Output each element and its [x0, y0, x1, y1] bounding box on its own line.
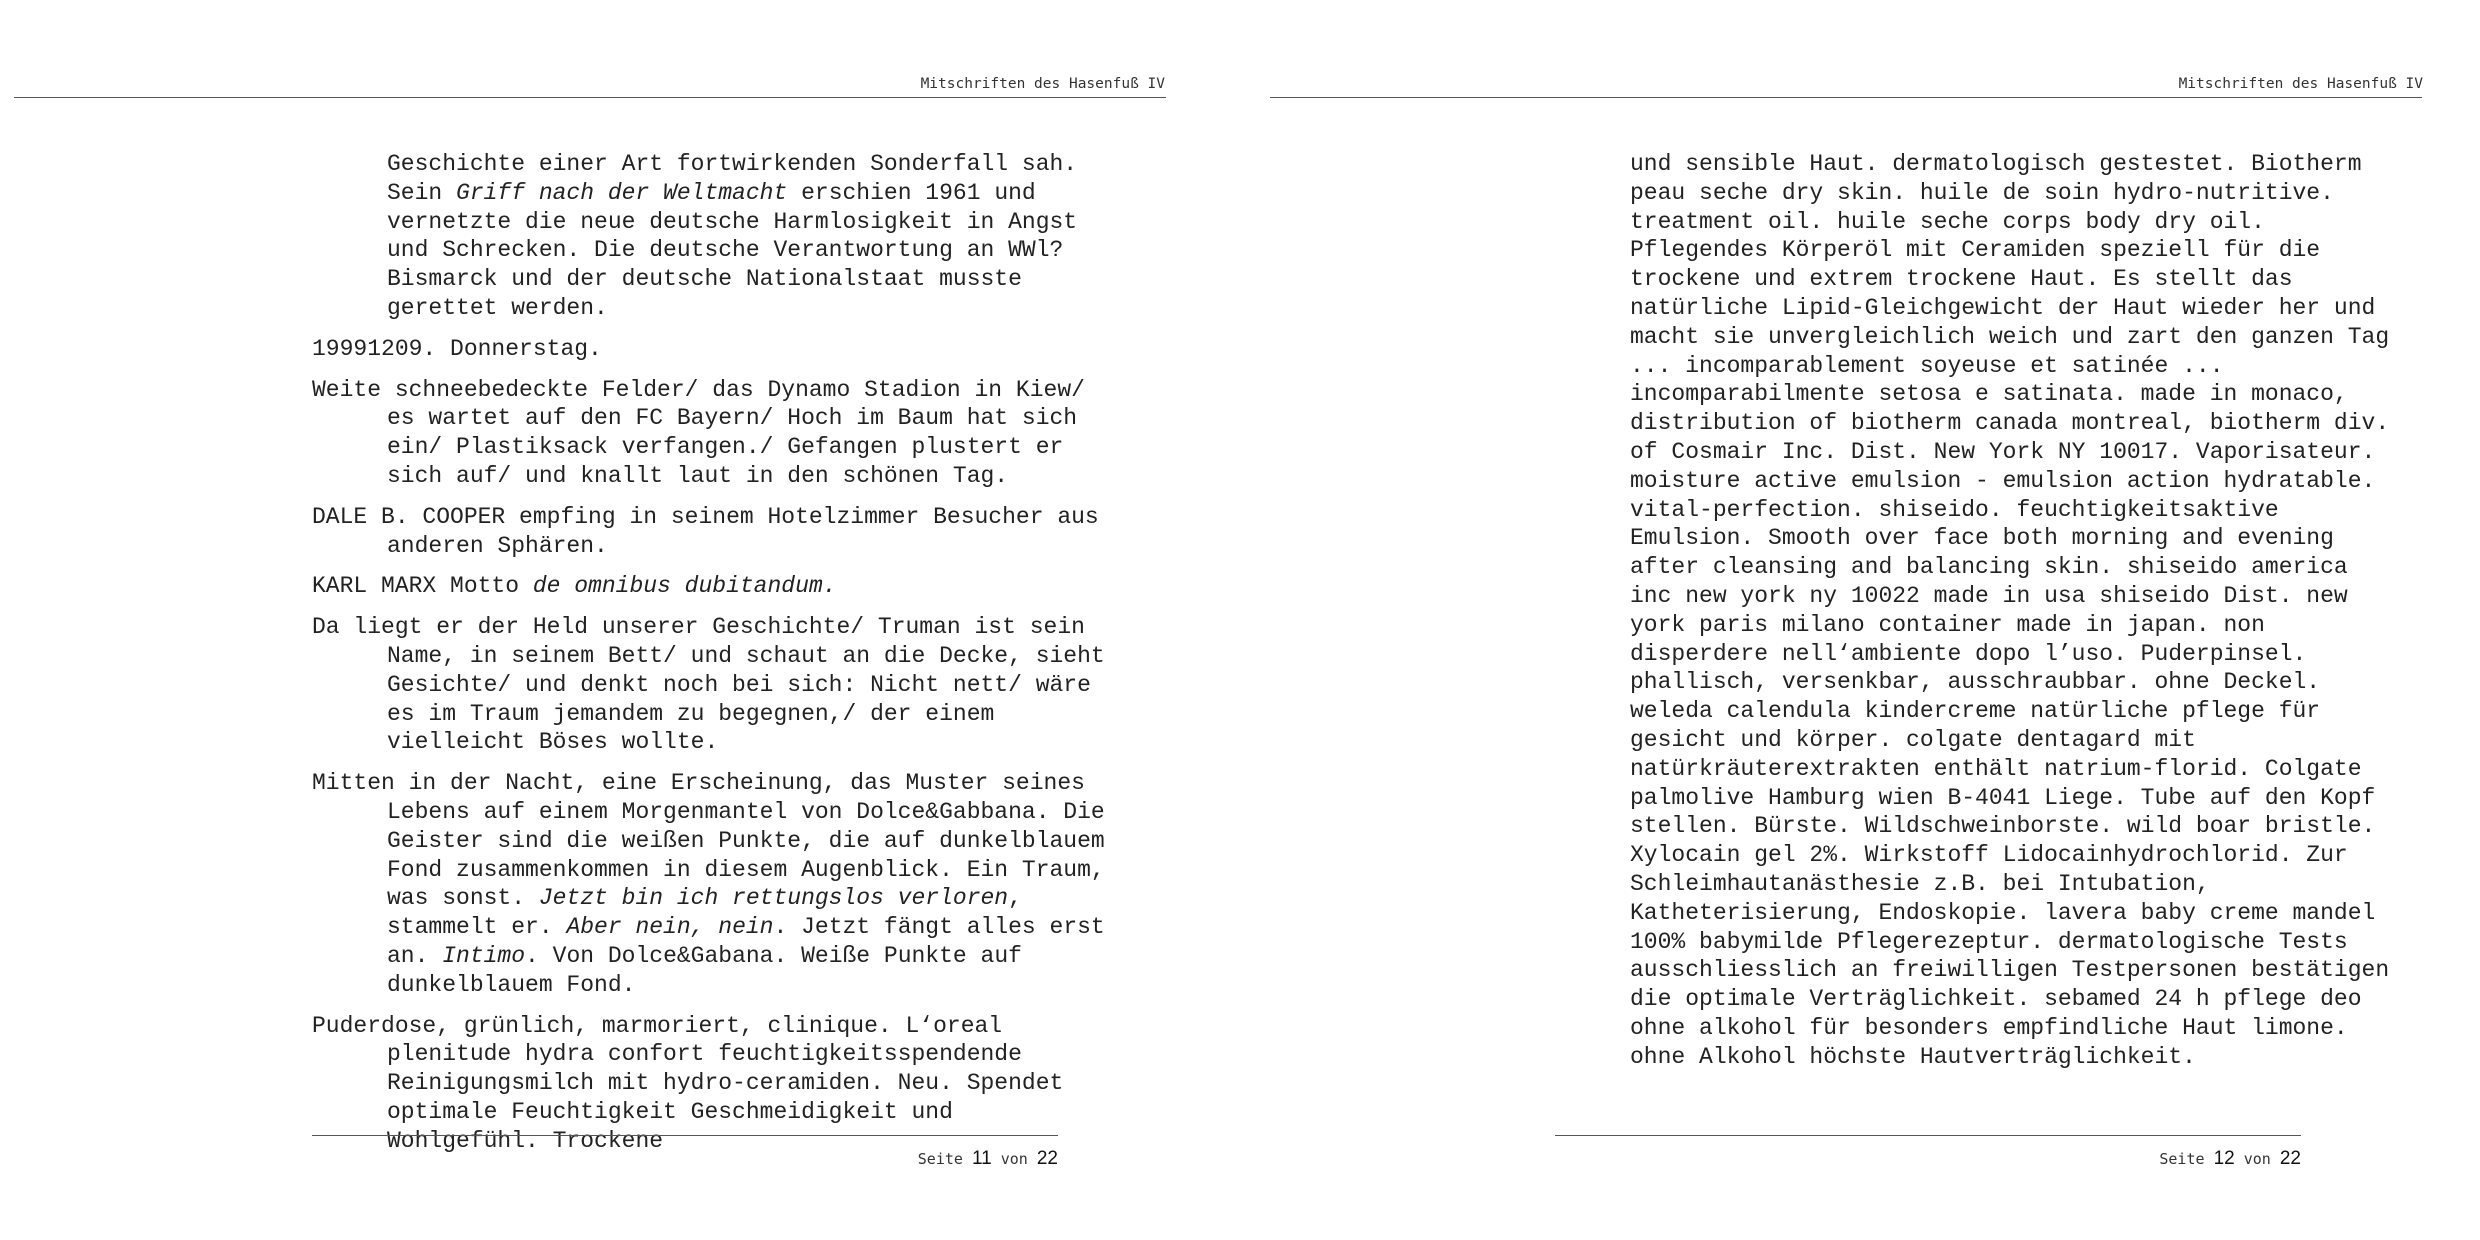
- text-run: 19991209. Donnerstag.: [312, 335, 602, 362]
- text-run: Puderdose, grünlich, marmoriert, clinique. L‘oreal plenitude hydra confort feuchtigkeitsspendende Reinigungsmilch mit hydro-ceramiden. Neu. Spendet optimale Feuchtigkeit Geschmeidigkeit und Wohlgefühl. Trockene: [312, 1012, 1064, 1154]
- footer-rule: [312, 1135, 1058, 1136]
- paragraph: [312, 769, 1112, 999]
- italic-text: Griff nach der Weltmacht: [456, 179, 788, 206]
- running-header: Mitschriften des Hasenfuß IV: [920, 76, 1165, 92]
- text-run: Da liegt er der Held unserer Geschichte/ Truman ist sein Name, in seinem Bett/ und schaut an die Decke, sieht Gesichte/ und denkt noch bei sich: Nicht nett/ wäre es im Traum jemandem zu begegnen,/ der einem vielleicht Böses wollte.: [312, 614, 1105, 756]
- text-run: , stammelt er.: [387, 885, 1022, 941]
- running-header: Mitschriften des Hasenfuß IV: [2178, 76, 2423, 92]
- paragraph: [312, 1012, 1112, 1156]
- text-run: Geschichte einer Art fortwirkenden Sonderfall sah. Sein: [387, 151, 1078, 206]
- text-run: erschien 1961 und vernetzte die neue deutsche Harmlosigkeit in Angst und Schrecken. Die deutsche Verantwortung an WWl? Bismarck und der deutsche Nationalstaat musste gerettet werden.: [387, 179, 1078, 321]
- paragraph-list: [312, 335, 1112, 1156]
- paragraph: [312, 503, 1112, 561]
- continuation-paragraph: [312, 150, 1112, 323]
- italic-text: Jetzt bin ich rettungslos verloren: [538, 885, 1009, 912]
- paragraph: [312, 613, 1112, 757]
- right-paragraph: und sensible Haut. dermatologisch gestestet. Biotherm peau seche dry skin. huile de soin hydro-nutritive. treatment oil. huile seche corps body dry oil. Pflegendes Körperöl mit Ceramiden speziell für die trockene und extrem trockene Haut. Es stellt das natürliche Lipid-Gleichgewicht der Haut wieder her und macht sie unvergleichlich weich und zart den ganzen Tag ... incomparablement soyeuse et satinée ... incomparabilmente setosa e satinata. made in monaco, distribution of biotherm canada montreal, biotherm div. of Cosmair Inc. Dist. New York NY 10017. Vaporisateur. moisture active emulsion - emulsion action hydratable. vital-perfection. shiseido. feuchtigkeitsaktive Emulsion. Smooth over face both morning and evening after cleansing and balancing skin. shiseido america inc new york ny 10022 made in usa shiseido Dist. new york paris milano container made in japan. non disperdere nell‘ambiente dopo l’uso. Puderpinsel. phallisch, versenkbar, ausschraubbar. ohne Deckel. weleda calendula kindercreme natürliche pflege für gesicht und körper. colgate dentagard mit natürkräuterextrakten enthält natrium-florid. Colgate palmolive Hamburg wien B-4041 Liege. Tube auf den Kopf stellen. Bürste. Wildschweinborste. wild boar bristle. Xylocain gel 2%. Wirkstoff Lidocainhydrochlorid. Zur Schleimhautanästhesie z.B. bei Intubation, Katheterisierung, Endoskopie. lavera baby creme mandel 100% babymilde Pflegerezeptur. dermatologische Tests ausschliesslich an freiwilligen Testpersonen bestätigen die optimale Verträglichkeit. sebamed 24 h pflege deo ohne alkohol für besonders empfindliche Haut limone. ohne Alkohol höchste Hautverträglichkeit.: [1630, 151, 2390, 1070]
- footer-page-total: 22: [2279, 1148, 2301, 1169]
- footer-von: von: [2243, 1150, 2271, 1168]
- text-run: . Von Dolce&Gabana. Weiße Punkte auf dunkelblauem Fond.: [387, 942, 1022, 998]
- text-run: DALE B. COOPER empfing in seinem Hotelzimmer Besucher aus anderen Sphären.: [312, 503, 1099, 559]
- italic-text: Aber nein, nein: [566, 914, 774, 941]
- footer-rule: [1555, 1135, 2301, 1136]
- footer-seite: Seite: [2159, 1150, 2205, 1168]
- italic-text: de omnibus dubitandum.: [532, 573, 837, 600]
- text-run: Mitten in der Nacht, eine Erscheinung, das Muster seines Lebens auf einem Morgenmantel von Dolce&Gabbana. Die Geister sind die weißen Punkte, die auf dunkelblauem Fond zusammenkommen in diesem Augenblick. Ein Traum, was sonst.: [312, 770, 1105, 912]
- header-rule: [1270, 97, 2422, 98]
- italic-text: Intimo: [442, 942, 526, 969]
- footer-von: von: [1000, 1150, 1028, 1168]
- page-footer: [2159, 1148, 2301, 1170]
- footer-seite: Seite: [917, 1150, 963, 1168]
- header-rule: [14, 97, 1166, 98]
- right-page: [1240, 0, 2480, 1240]
- footer-page-number: 11: [971, 1148, 992, 1169]
- text-run: KARL MARX Motto: [312, 573, 533, 600]
- footer-page-number: 12: [2213, 1148, 2235, 1169]
- text-run: . Jetzt fängt alles erst an.: [387, 914, 1105, 969]
- paragraph: [312, 572, 1112, 601]
- paragraph: [312, 376, 1112, 491]
- page-footer: [918, 1148, 1058, 1170]
- right-body-text: [1630, 150, 2390, 1072]
- paragraph: [312, 335, 1112, 364]
- footer-page-total: 22: [1036, 1148, 1058, 1169]
- left-body-text: [312, 150, 1112, 1168]
- text-run: Weite schneebedeckte Felder/ das Dynamo Stadion in Kiew/ es wartet auf den FC Bayern/ Hoch im Baum hat sich ein/ Plastiksack verfangen./ Gefangen plustert er sich auf/ und knallt laut in den schönen Tag.: [312, 376, 1085, 489]
